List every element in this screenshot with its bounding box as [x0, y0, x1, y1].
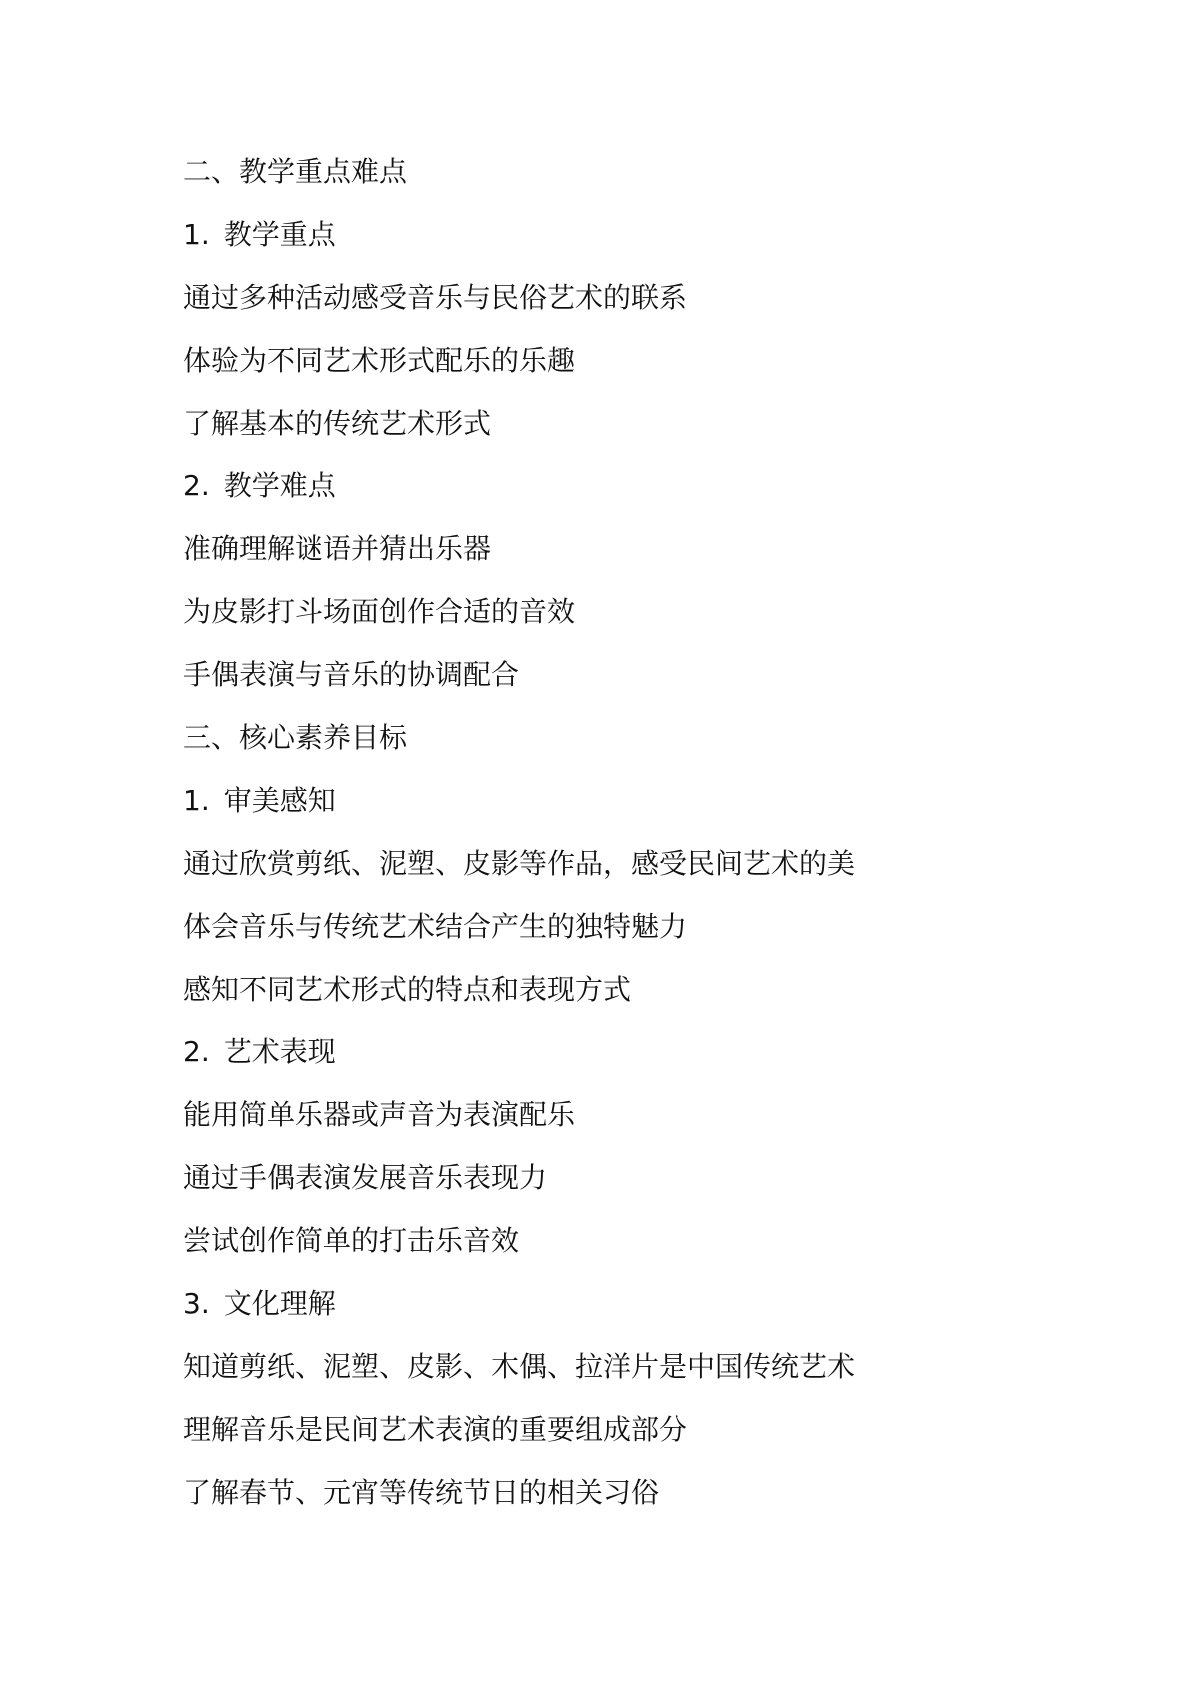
list-item: 了解春节、元宵等传统节日的相关习俗: [183, 1475, 660, 1509]
subsection-number: 2.: [183, 469, 210, 503]
list-item: 感知不同艺术形式的特点和表现方式: [183, 972, 632, 1006]
list-item: 体验为不同艺术形式配乐的乐趣: [183, 343, 576, 377]
list-item: 通过手偶表演发展音乐表现力: [183, 1161, 548, 1195]
list-item: 体会音乐与传统艺术结合产生的独特魅力: [183, 909, 688, 943]
list-item: 了解基本的传统艺术形式: [183, 406, 492, 440]
list-item: 尝试创作简单的打击乐音效: [183, 1224, 520, 1258]
document-body: [183, 152, 1083, 1536]
subsection-number: 1.: [183, 217, 210, 251]
subsection-title: 教学难点: [223, 469, 336, 503]
list-item: 准确理解谜语并猜出乐器: [183, 532, 492, 566]
subsection-number: 3.: [183, 1287, 210, 1321]
subsection-heading: [183, 781, 1083, 821]
list-item: 通过欣赏剪纸、泥塑、皮影等作品，感受民间艺术的美: [183, 846, 856, 880]
section-heading: 二、教学重点难点: [183, 155, 408, 188]
list-item: 手偶表演与音乐的协调配合: [183, 658, 520, 692]
subsection-title: 艺术表现: [223, 1035, 336, 1069]
subsection-title: 文化理解: [223, 1287, 336, 1321]
list-item: 通过多种活动感受音乐与民俗艺术的联系: [183, 280, 688, 314]
subsection-title: 审美感知: [223, 783, 336, 817]
subsection-heading: [183, 215, 1083, 255]
subsection-number: 2.: [183, 1035, 210, 1069]
list-item: 知道剪纸、泥塑、皮影、木偶、拉洋片是中国传统艺术: [183, 1349, 856, 1383]
list-item: 能用简单乐器或声音为表演配乐: [183, 1098, 576, 1132]
list-item: 理解音乐是民间艺术表演的重要组成部分: [183, 1412, 688, 1446]
subsection-number: 1.: [183, 783, 210, 817]
list-item: 为皮影打斗场面创作合适的音效: [183, 595, 576, 629]
section-heading: 三、核心素养目标: [183, 721, 408, 755]
subsection-heading: [183, 466, 1083, 506]
subsection-title: 教学重点: [223, 217, 336, 251]
subsection-heading: [183, 1032, 1083, 1072]
subsection-heading: [183, 1284, 1083, 1324]
